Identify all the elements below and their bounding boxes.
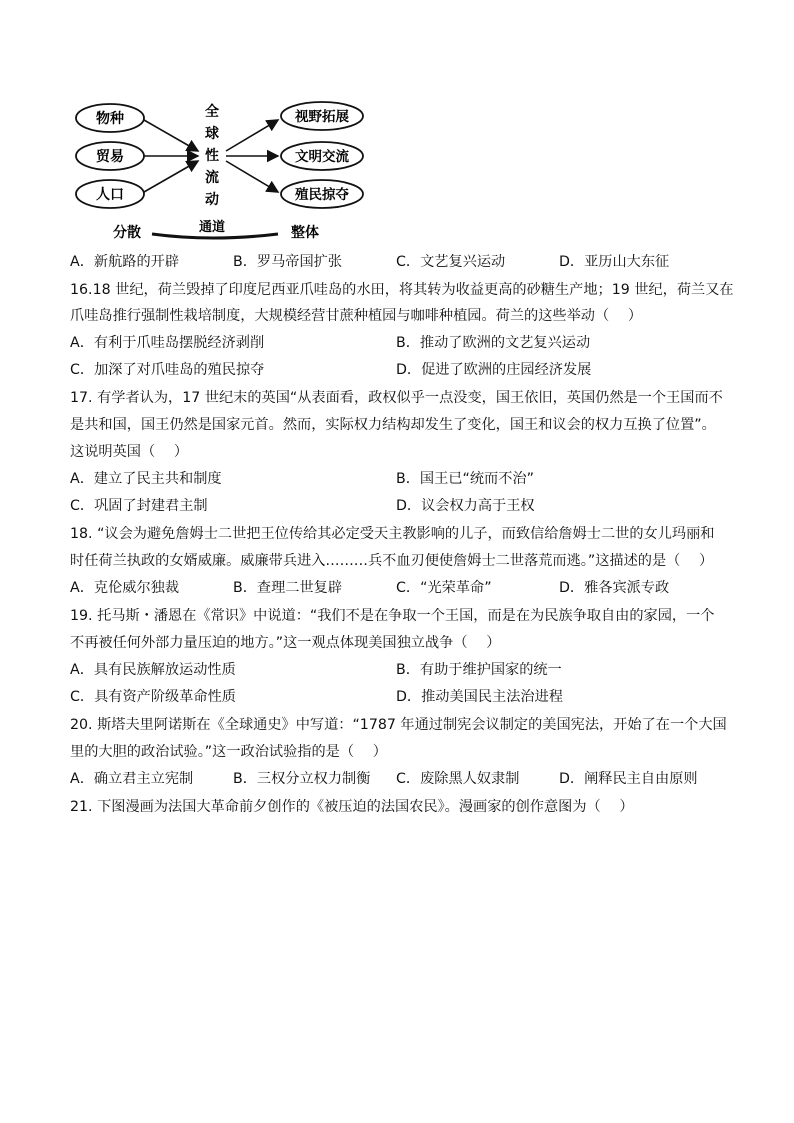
q16-stem-line-2: 爪哇岛推行强制性栽培制度，大规模经营甘蔗种植园与咖啡种植园。荷兰的这些举动（ ） (70, 308, 643, 324)
center-char-2: 球 (205, 126, 219, 142)
bottom-mid-label: 通道 (198, 220, 226, 235)
q18-option-d: D．雅各宾派专政 (559, 580, 670, 596)
q20-option-c: C．废除黑人奴隶制 (396, 771, 520, 787)
q20-option-b: B．三权分立权力制衡 (233, 771, 371, 787)
q17-option-a: A．建立了民主共和制度 (70, 471, 222, 487)
q20-option-a: A．确立君主立宪制 (70, 771, 194, 787)
node-vision-label: 视野拓展 (295, 109, 349, 125)
q21-stem-line-1: 21. 下图漫画为法国大革命前夕创作的《被压迫的法国农民》。漫画家的创作意图为（ ） (70, 799, 634, 815)
q19-stem-line-1: 19. 托马斯・潘恩在《常识》中说道：“我们不是在争取一个王国，而是在为民族争取自由的家园，一个 (70, 608, 715, 624)
q15-option-d: D．亚历山大东征 (559, 254, 670, 270)
q18-option-c: C．“光荣革命” (396, 580, 492, 596)
arrow-species (144, 120, 198, 151)
bottom-left-label: 分散 (113, 225, 141, 241)
q15-option-b: B．罗马帝国扩张 (233, 254, 343, 270)
q17-stem-line-3: 这说明英国（ ） (70, 444, 189, 460)
q19-option-d: D．推动美国民主法治进程 (396, 689, 563, 705)
q18-stem-line-2: 时任荷兰执政的女婿威廉。威廉带兵进入………兵不血刃便使詹姆士二世落荒而逃。”这描述的是（ ） (70, 553, 714, 569)
q20-stem-line-1: 20. 斯塔夫里阿诺斯在《全球通史》中写道：“1787 年通过制宪会议制定的美国宪法，开始了在一个大国 (70, 717, 727, 733)
center-char-3: 性 (205, 148, 219, 164)
q16-option-d: D．促进了欧洲的庄园经济发展 (396, 362, 592, 378)
center-char-4: 流 (205, 170, 219, 186)
q16-stem-line-1: 16.18 世纪，荷兰毁掉了印度尼西亚爪哇岛的水田，将其转为收益更高的砂糖生产地；19 世纪，荷兰又在 (70, 282, 734, 298)
q19-option-b: B．有助于维护国家的统一 (396, 662, 562, 678)
q20-option-d: D．阐释民主自由原则 (559, 771, 698, 787)
q18-option-b: B．查理二世复辟 (233, 580, 343, 596)
node-colonial-label: 殖民掠夺 (295, 187, 349, 203)
q17-option-c: C．巩固了封建君主制 (70, 498, 208, 514)
arrow-vision (226, 120, 278, 151)
q17-option-b: B．国王已“统而不治” (396, 471, 534, 487)
q15-option-a: A．新航路的开辟 (70, 254, 180, 270)
q15-option-c: C．文艺复兴运动 (396, 254, 506, 270)
arrow-population (144, 161, 198, 192)
center-char-5: 动 (205, 192, 219, 208)
global-flow-diagram (70, 96, 370, 242)
q18-stem-line-1: 18. “议会为避免詹姆士二世把王位传给其必定受天主教影响的儿子，而致信给詹姆士二世的女儿玛丽和 (70, 526, 715, 542)
q16-option-b: B．推动了欧洲的文艺复兴运动 (396, 335, 591, 351)
q17-stem-line-1: 17. 有学者认为，17 世纪末的英国“从表面看，政权似乎一点没变，国王依旧，英国仍然是一个王国而不 (70, 390, 723, 406)
q18-option-a: A．克伦威尔独裁 (70, 580, 180, 596)
q16-option-a: A．有利于爪哇岛摆脱经济剥削 (70, 335, 265, 351)
node-species-label: 物种 (96, 111, 124, 127)
node-population-label: 人口 (96, 187, 124, 203)
node-civilization-label: 文明交流 (295, 149, 349, 165)
q17-stem-line-2: 是共和国，国王仍然是国家元首。然而，实际权力结构却发生了变化，国王和议会的权力互换了位置”。 (70, 417, 716, 433)
q19-option-c: C．具有资产阶级革命性质 (70, 689, 236, 705)
q19-stem-line-2: 不再被任何外部力量压迫的地方。”这一观点体现美国独立战争（ ） (70, 635, 501, 651)
q17-option-d: D．议会权力高于王权 (396, 498, 535, 514)
arrow-colonial (226, 161, 278, 192)
q16-option-c: C．加深了对爪哇岛的殖民掠夺 (70, 362, 265, 378)
node-trade-label: 贸易 (96, 149, 124, 165)
center-char-1: 全 (205, 104, 219, 120)
q20-stem-line-2: 里的大胆的政治试验。”这一政治试验指的是（ ） (70, 744, 387, 760)
bottom-right-label: 整体 (291, 225, 319, 241)
q19-option-a: A．具有民族解放运动性质 (70, 662, 236, 678)
